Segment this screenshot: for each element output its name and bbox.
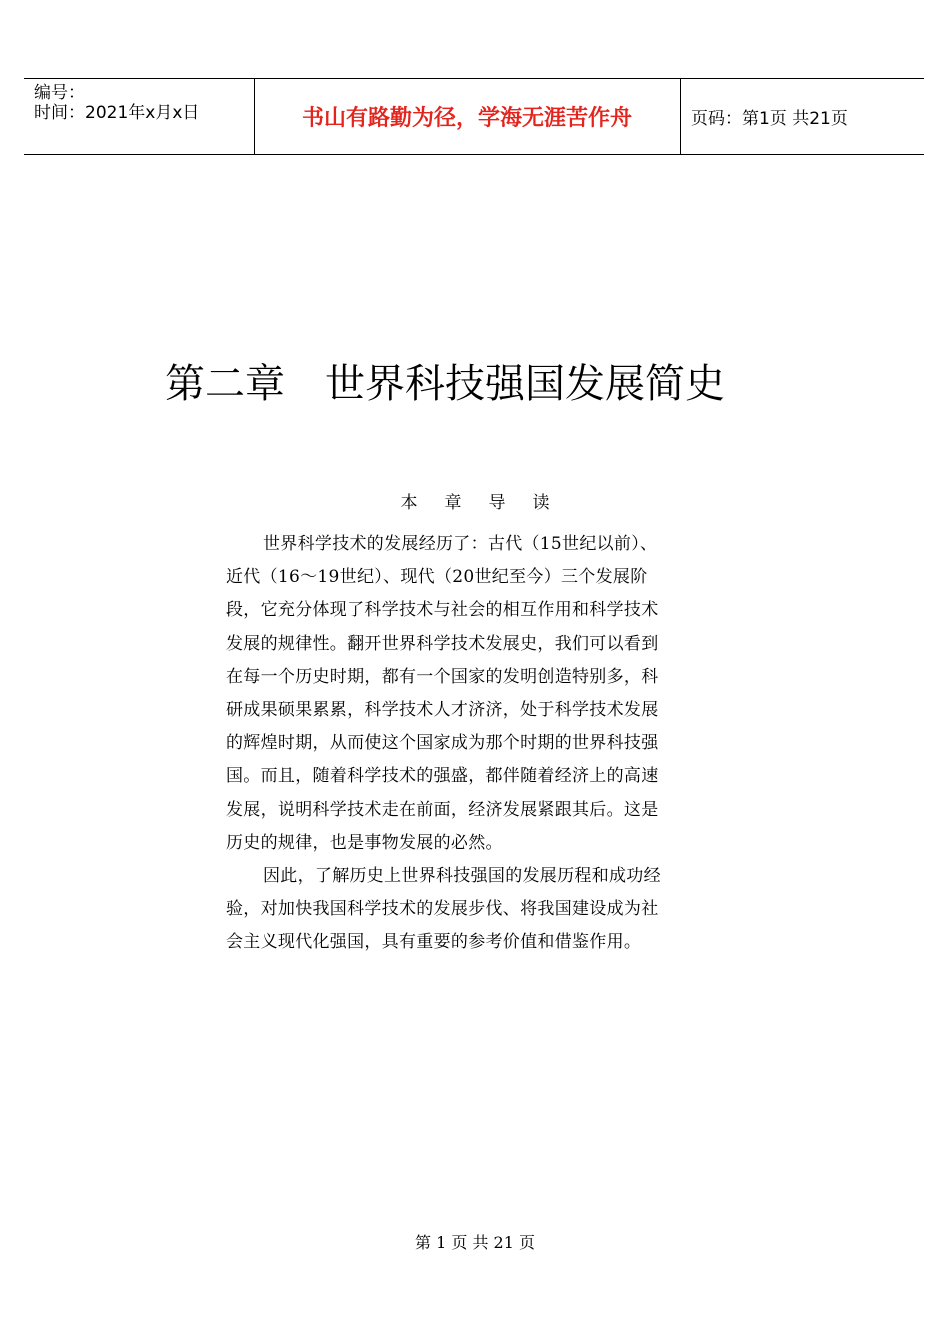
header-divider-right [680, 79, 681, 154]
intro-line: 国。而且，随着科学技术的强盛，都伴随着经济上的高速 [226, 766, 659, 787]
document-header [24, 78, 924, 155]
header-meta [24, 79, 254, 154]
intro-line: 段，它充分体现了科学技术与社会的相互作用和科学技术 [226, 600, 659, 621]
intro-line: 验，对加快我国科学技术的发展步伐、将我国建设成为社 [226, 899, 659, 920]
intro-line: 因此，了解历史上世界科技强国的发展历程和成功经 [263, 865, 661, 886]
intro-line: 历史的规律，也是事物发展的必然。 [226, 832, 503, 853]
intro-line: 发展的规律性。翻开世界科学技术发展史，我们可以看到 [226, 633, 659, 654]
chapter-title: 第二章 世界科技强国发展简史 [165, 361, 725, 407]
intro-body [226, 528, 712, 959]
intro-line: 在每一个历史时期，都有一个国家的发明创造特别多，科 [226, 666, 659, 687]
intro-line: 世界科学技术的发展经历了：古代（15世纪以前）、 [263, 534, 658, 554]
header-motto: 书山有路勤为径，学海无涯苦作舟 [301, 106, 632, 131]
intro-heading: 本章导读 [400, 493, 577, 513]
header-page-info: 页码：第1页 共21页 [691, 109, 848, 129]
intro-line: 的辉煌时期，从而使这个国家成为那个时期的世界科技强 [226, 733, 659, 754]
page-footer: 第 1 页 共 21 页 [415, 1233, 535, 1252]
time-label: 时间：2021年x月x日 [34, 103, 200, 123]
intro-line: 近代（16～19世纪）、现代（20世纪至今）三个发展阶 [226, 567, 648, 588]
intro-line: 会主义现代化强国，具有重要的参考价值和借鉴作用。 [226, 932, 642, 953]
number-label: 编号： [34, 83, 85, 103]
intro-line: 研成果硕果累累，科学技术人才济济，处于科学技术发展 [226, 699, 659, 720]
intro-line: 发展，说明科学技术走在前面，经济发展紧跟其后。这是 [226, 799, 659, 820]
